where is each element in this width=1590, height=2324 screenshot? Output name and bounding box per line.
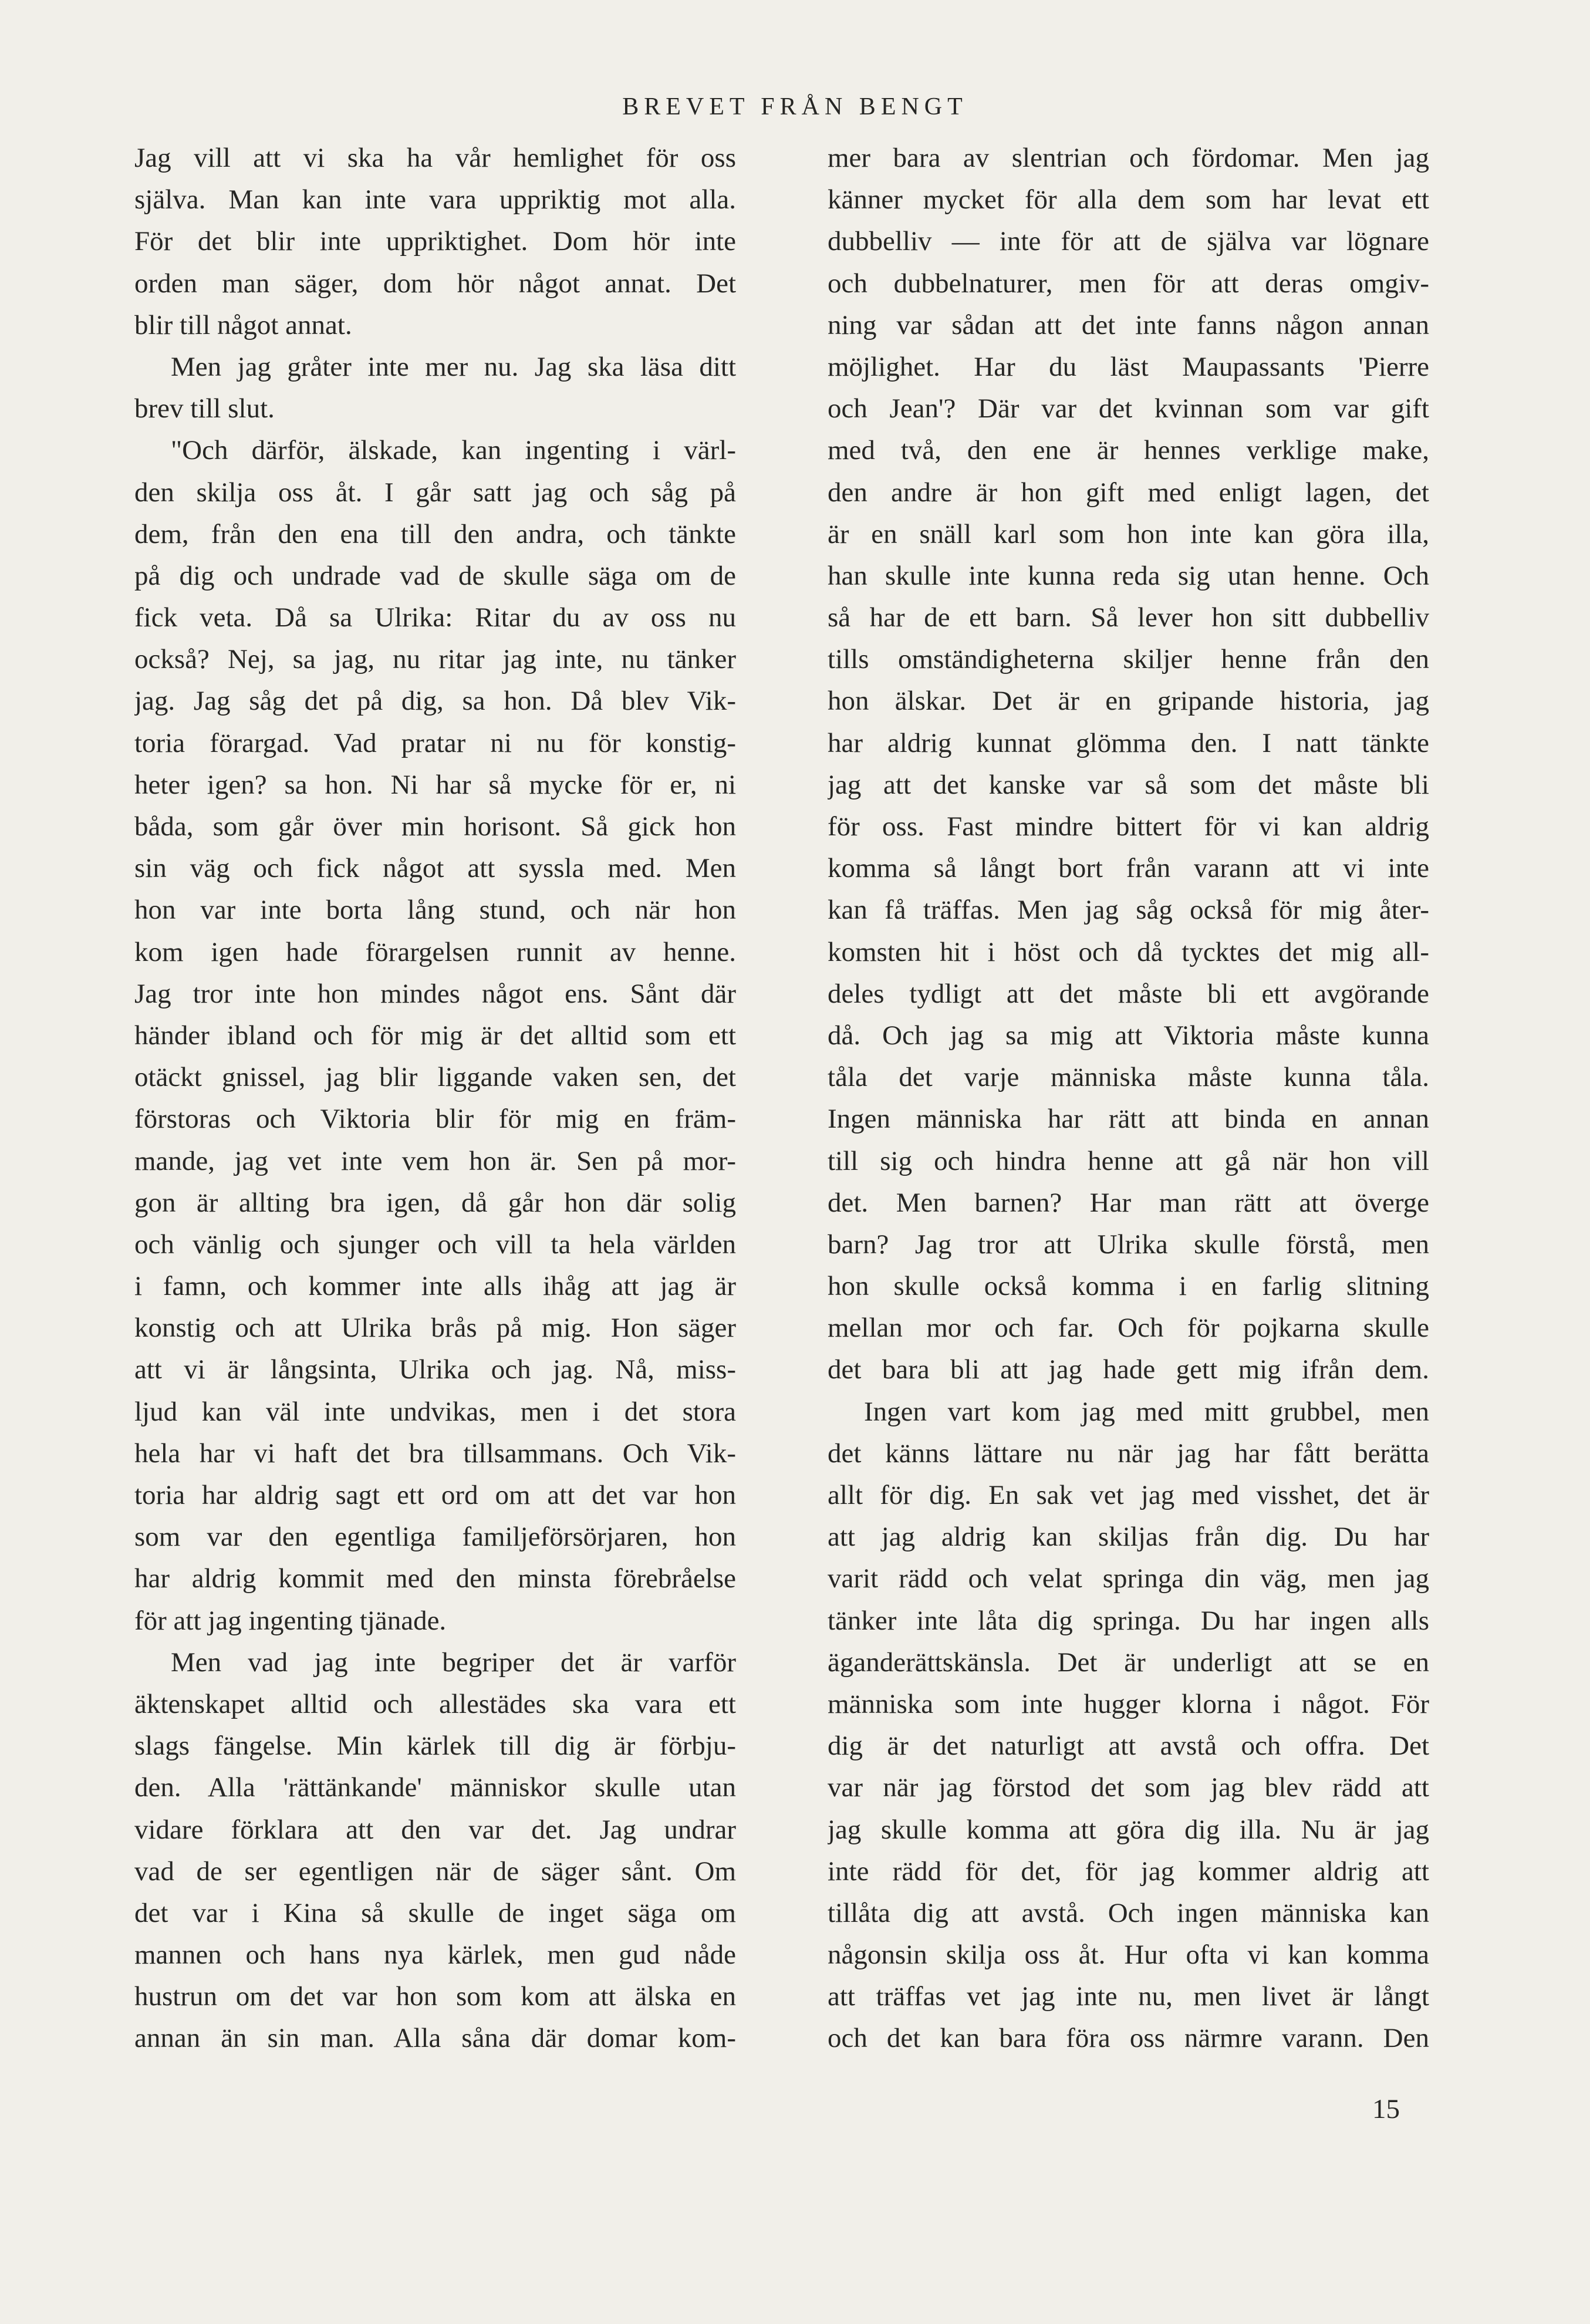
text-line: jag skulle komma att göra dig illa. Nu är jag	[828, 1814, 1429, 1845]
text-line: någonsin skilja oss åt. Hur ofta vi kan komma	[828, 1940, 1429, 1971]
text-line: för oss. Fast mindre bittert för vi kan aldrig	[828, 811, 1429, 842]
text-line: dubbelliv — inte för att de själva var lögnare	[828, 226, 1429, 257]
text-line: För det blir inte uppriktighet. Dom hör inte	[134, 226, 736, 257]
text-line: det känns lättare nu när jag har fått berätta	[828, 1438, 1429, 1469]
text-line: också? Nej, sa jag, nu ritar jag inte, nu tänker	[134, 644, 736, 675]
text-line: att träffas vet jag inte nu, men livet är långt	[828, 1981, 1429, 2012]
text-line: annan än sin man. Alla såna där domar kom-	[134, 2023, 736, 2054]
text-line: blir till något annat.	[134, 309, 352, 340]
text-line: till sig och hindra henne att gå när hon vill	[828, 1145, 1429, 1176]
text-line: mellan mor och far. Och för pojkarna skulle	[828, 1313, 1429, 1344]
text-line: konstig och att Ulrika brås på mig. Hon säger	[134, 1313, 736, 1344]
text-line: själva. Man kan inte vara uppriktig mot alla.	[134, 184, 736, 215]
text-line: att jag aldrig kan skiljas från dig. Du har	[828, 1522, 1429, 1553]
text-line: hon var inte borta lång stund, och när hon	[134, 895, 736, 926]
text-line: med två, den ene är hennes verklige make,	[828, 435, 1429, 466]
text-line: det bara bli att jag hade gett mig ifrån dem.	[828, 1354, 1429, 1385]
text-line: Ingen människa har rätt att binda en annan	[828, 1104, 1429, 1135]
text-line: hon älskar. Det är en gripande historia, jag	[828, 686, 1429, 717]
text-line: har aldrig kunnat glömma den. I natt tänkte	[828, 727, 1429, 758]
text-line: ljud kan väl inte undvikas, men i det stora	[134, 1396, 736, 1427]
text-line: hela har vi haft det bra tillsammans. Och Vik-	[134, 1438, 736, 1469]
text-line: var när jag förstod det som jag blev rädd att	[828, 1772, 1429, 1803]
text-line: det. Men barnen? Har man rätt att överge	[828, 1187, 1429, 1218]
text-line: äganderättskänsla. Det är underligt att se en	[828, 1647, 1429, 1678]
text-line: och vänlig och sjunger och vill ta hela världen	[134, 1229, 736, 1260]
text-line: mannen och hans nya kärlek, men gud nåde	[134, 1940, 736, 1971]
text-line: förstoras och Viktoria blir för mig en främ-	[134, 1104, 736, 1135]
text-line: toria har aldrig sagt ett ord om att det var hon	[134, 1480, 736, 1510]
text-line: toria förargad. Vad pratar ni nu för konstig-	[134, 727, 736, 758]
right-text-column	[828, 137, 1429, 2060]
text-line: han skulle inte kunna reda sig utan henne. Och	[828, 560, 1429, 591]
text-line: dig är det naturligt att avstå och offra. Det	[828, 1731, 1429, 1762]
text-line: och dubbelnaturer, men för att deras omgiv-	[828, 268, 1429, 299]
text-line: jag. Jag såg det på dig, sa hon. Då blev Vik-	[134, 686, 736, 717]
text-line: brev till slut.	[134, 393, 275, 424]
text-line: och det kan bara föra oss närmre varann. Den	[828, 2023, 1429, 2054]
text-line: Jag tror inte hon mindes något ens. Sånt där	[134, 978, 736, 1009]
text-line: tåla det varje människa måste kunna tåla.	[828, 1062, 1429, 1093]
text-line: för att jag ingenting tjänade.	[134, 1605, 447, 1636]
running-head: BREVET FRÅN BENGT	[622, 93, 968, 120]
text-line: jag att det kanske var så som det måste bli	[828, 769, 1429, 800]
text-line: Men jag gråter inte mer nu. Jag ska läsa ditt	[171, 351, 736, 382]
text-line: att vi är långsinta, Ulrika och jag. Nå, miss-	[134, 1354, 736, 1385]
text-line: som var den egentliga familjeförsörjaren, hon	[134, 1522, 736, 1553]
text-line: mande, jag vet inte vem hon är. Sen på mor-	[134, 1145, 736, 1176]
text-line: så har de ett barn. Så lever hon sitt dubbelliv	[828, 602, 1429, 633]
text-line: händer ibland och för mig är det alltid som ett	[134, 1020, 736, 1051]
text-line: och Jean'? Där var det kvinnan som var gift	[828, 393, 1429, 424]
text-line: tillåta dig att avstå. Och ingen människa kan	[828, 1897, 1429, 1928]
text-line: fick veta. Då sa Ulrika: Ritar du av oss nu	[134, 602, 736, 633]
text-line: äktenskapet alltid och allestädes ska vara ett	[134, 1688, 736, 1719]
text-line: varit rädd och velat springa din väg, men jag	[828, 1563, 1429, 1594]
text-line: båda, som går över min horisont. Så gick hon	[134, 811, 736, 842]
text-line: gon är allting bra igen, då går hon där solig	[134, 1187, 736, 1218]
text-line: den. Alla 'rättänkande' människor skulle utan	[134, 1772, 736, 1803]
text-line: allt för dig. En sak vet jag med visshet, det är	[828, 1480, 1429, 1510]
text-line: Men vad jag inte begriper det är varför	[171, 1647, 736, 1678]
left-text-column	[134, 137, 736, 2060]
text-line: den andre är hon gift med enligt lagen, det	[828, 477, 1429, 508]
text-line: ning var sådan att det inte fanns någon annan	[828, 309, 1429, 340]
text-line: deles tydligt att det måste bli ett avgörande	[828, 978, 1429, 1009]
text-line: känner mycket för alla dem som har levat ett	[828, 184, 1429, 215]
text-line: kan få träffas. Men jag såg också för mig åter-	[828, 895, 1429, 926]
text-line: inte rädd för det, för jag kommer aldrig att	[828, 1856, 1429, 1887]
text-line: då. Och jag sa mig att Viktoria måste kunna	[828, 1020, 1429, 1051]
text-line: hon skulle också komma i en farlig slitning	[828, 1271, 1429, 1302]
text-line: komma så långt bort från varann att vi inte	[828, 853, 1429, 884]
text-line: den skilja oss åt. I går satt jag och såg på	[134, 477, 736, 508]
text-line: Jag vill att vi ska ha vår hemlighet för oss	[134, 143, 736, 173]
text-line: slags fängelse. Min kärlek till dig är förbju-	[134, 1731, 736, 1762]
text-line: möjlighet. Har du läst Maupassants 'Pierre	[828, 351, 1429, 382]
text-line: på dig och undrade vad de skulle säga om de	[134, 560, 736, 591]
text-line: i famn, och kommer inte alls ihåg att jag är	[134, 1271, 736, 1302]
text-line: Ingen vart kom jag med mitt grubbel, men	[864, 1396, 1429, 1427]
text-line: sin väg och fick något att syssla med. Men	[134, 853, 736, 884]
text-line: mer bara av slentrian och fördomar. Men jag	[828, 143, 1429, 173]
text-line: vad de ser egentligen när de säger sånt. Om	[134, 1856, 736, 1887]
page-number: 15	[1372, 2094, 1400, 2124]
text-line: komsten hit i höst och då tycktes det mig all-	[828, 936, 1429, 967]
text-line: barn? Jag tror att Ulrika skulle förstå, men	[828, 1229, 1429, 1260]
text-line: vidare förklara att den var det. Jag undrar	[134, 1814, 736, 1845]
text-line: människa som inte hugger klorna i något. För	[828, 1688, 1429, 1719]
text-line: har aldrig kommit med den minsta förebråelse	[134, 1563, 736, 1594]
text-line: heter igen? sa hon. Ni har så mycke för er, ni	[134, 769, 736, 800]
text-line: tänker inte låta dig springa. Du har ingen alls	[828, 1605, 1429, 1636]
text-line: kom igen hade förargelsen runnit av henne.	[134, 936, 736, 967]
text-line: är en snäll karl som hon inte kan göra illa,	[828, 518, 1429, 549]
text-line: dem, från den ena till den andra, och tänkte	[134, 518, 736, 549]
text-line: det var i Kina så skulle de inget säga om	[134, 1897, 736, 1928]
text-line: orden man säger, dom hör något annat. Det	[134, 268, 736, 299]
text-line: "Och därför, älskade, kan ingenting i värl-	[171, 435, 736, 466]
text-line: otäckt gnissel, jag blir liggande vaken sen, det	[134, 1062, 736, 1093]
text-line: hustrun om det var hon som kom att älska en	[134, 1981, 736, 2012]
text-line: tills omständigheterna skiljer henne från den	[828, 644, 1429, 675]
